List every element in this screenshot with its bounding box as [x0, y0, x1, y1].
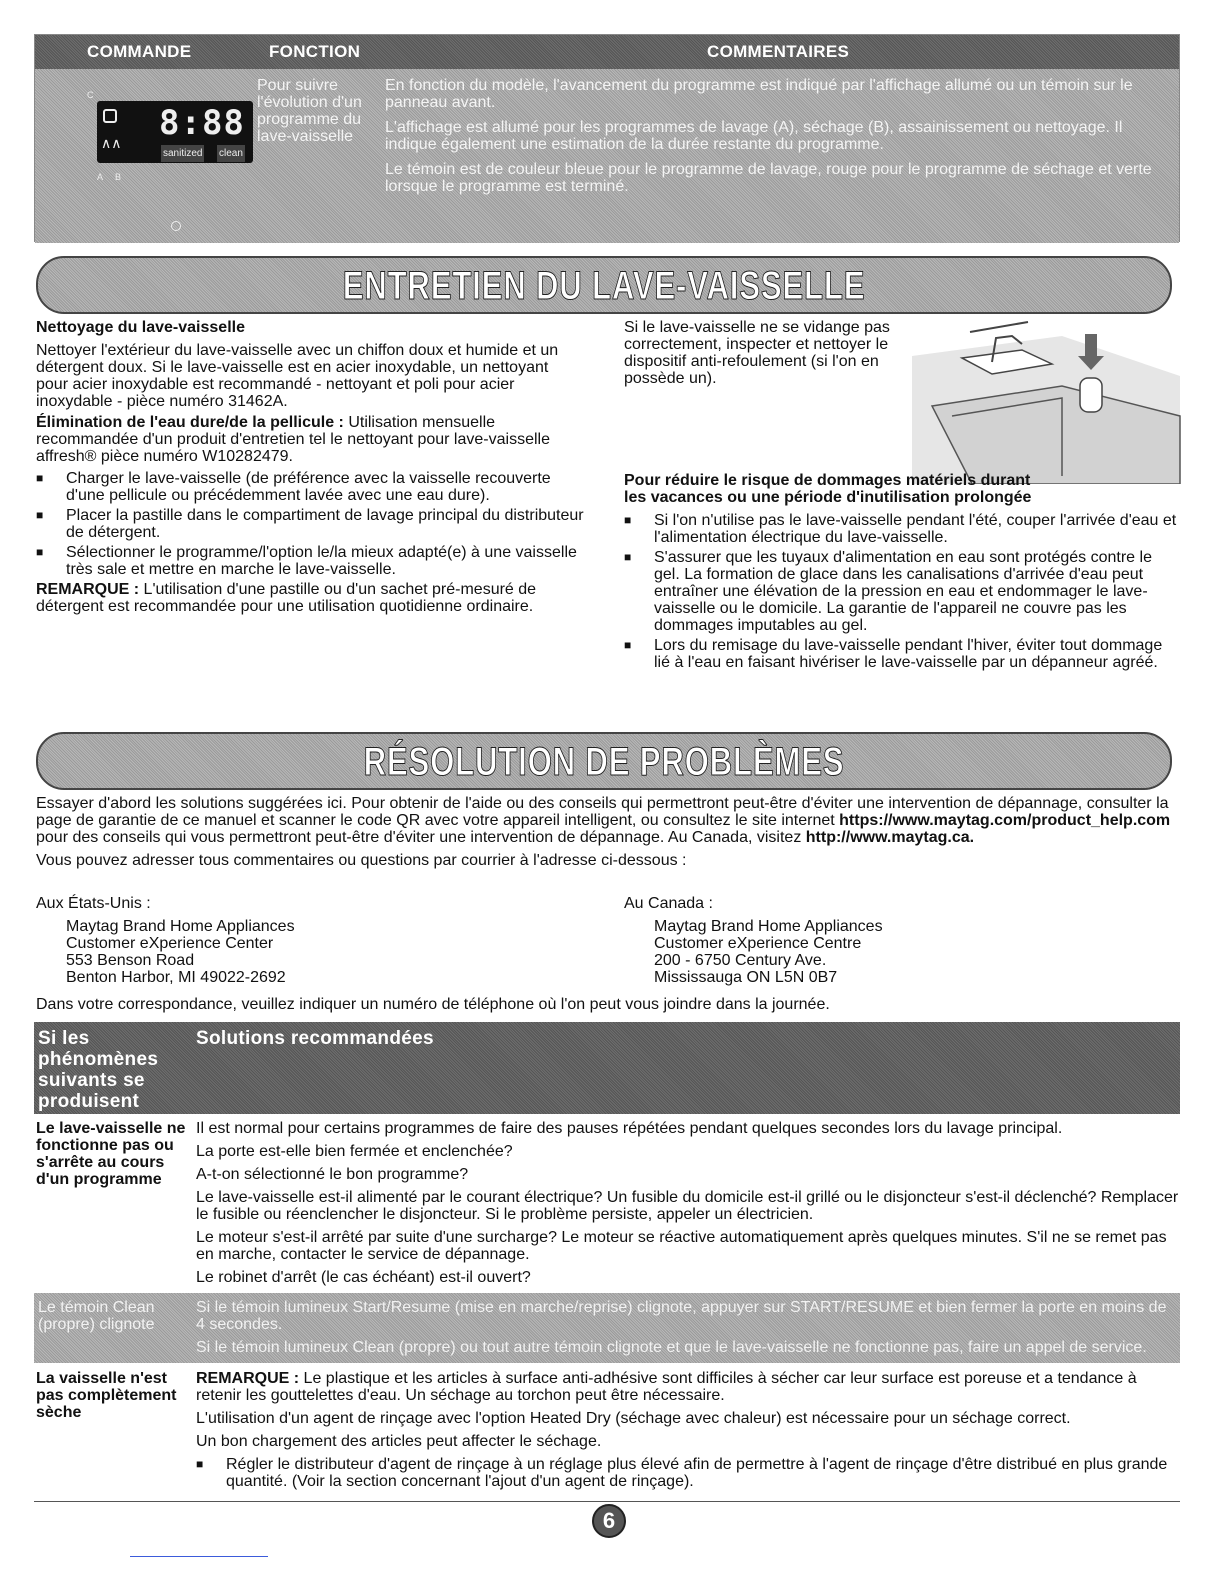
- drain-text: Si le lave-vaisselle ne se vidange pas correctement, inspecter et nettoyer le dispositif anti-refoulement (si l'on en possède un).: [624, 319, 890, 387]
- comment-2: L'affichage est allumé pour les programmes de lavage (A), séchage (B), assainissement ou nettoyage. Il indique également une estimation de la durée restante du programme.: [385, 119, 1123, 153]
- table-row: [36, 1368, 1180, 1498]
- maintenance-left-column: [36, 319, 584, 615]
- header-solutions: Solutions recommandées: [196, 1028, 434, 1049]
- header-commande: COMMANDE: [87, 42, 192, 61]
- ca-address-block: [624, 895, 1180, 986]
- ca-label: Au Canada :: [624, 895, 713, 912]
- list-item: ■ Sélectionner le programme/l'option le/la mieux adapté(e) à une vaisselle très sale et mettre en marche le lave-vaisselle.: [36, 544, 584, 578]
- list-item: ■ Régler le distributeur d'agent de rinçage à un réglage plus élevé afin de permettre à l'agent de rinçage d'être distribué en plus grande quantité. (Voir la section concernant l'ajout d'un agent de rinçage).: [196, 1456, 1180, 1490]
- time-readout: 8:88: [159, 103, 245, 143]
- list-item: ■ Placer la pastille dans le compartiment de lavage principal du distributeur de détergent.: [36, 507, 584, 541]
- table-row: [36, 1118, 1180, 1293]
- cleaning-heading: Nettoyage du lave-vaisselle: [36, 319, 245, 336]
- marker-b: B: [115, 172, 122, 182]
- solution: L'utilisation d'un agent de rinçage avec l'option Heated Dry (séchage avec chaleur) est nécessaire pour un séchage correct.: [196, 1410, 1071, 1427]
- wash-indicator-icon: ∧∧: [101, 135, 122, 151]
- header-commentaires: COMMENTAIRES: [707, 42, 850, 61]
- solution: Le robinet d'arrêt (le cas échéant) est-il ouvert?: [196, 1269, 531, 1286]
- sanitized-label: sanitized: [161, 145, 204, 162]
- address-line: 553 Benson Road: [66, 952, 195, 969]
- intro-period: .: [969, 829, 975, 846]
- address-line: Mississauga ON L5N 0B7: [654, 969, 838, 986]
- us-address: [66, 918, 596, 986]
- us-label: Aux États-Unis :: [36, 895, 151, 912]
- faucet-spout: [970, 322, 1028, 332]
- comment-1: En fonction du modèle, l'avancement du programme est indiqué par l'affichage allumé ou un témoin sur le panneau avant.: [385, 77, 1133, 111]
- bottom-divider: [34, 1501, 1180, 1502]
- indicator-light-icon: [171, 221, 181, 231]
- note-text: Le plastique et les articles à surface anti-adhésive sont difficiles à sécher car leur surface est poreuse et a tendance à retenir les gouttelettes d'eau. Un séchage au torchon peut être nécessaire.: [196, 1370, 1137, 1404]
- address-line: Maytag Brand Home Appliances: [66, 918, 295, 935]
- command-table: [34, 34, 1180, 242]
- sink-air-gap-illustration: [912, 316, 1182, 484]
- list-item: ■ Lors du remisage du lave-vaisselle pendant l'hiver, éviter tout dommage lié à l'eau en faisant hivériser le lave-vaisselle par un dépanneur agréé.: [624, 637, 1180, 671]
- solutions-list: [196, 1120, 1180, 1286]
- header-fonction: FONCTION: [269, 42, 361, 61]
- problem-label: Le lave-vaisselle ne fonctionne pas ou s'arrête au cours d'un programme: [36, 1120, 186, 1188]
- address-line: 200 - 6750 Century Ave.: [654, 952, 827, 969]
- air-gap-device-icon: [1080, 378, 1102, 412]
- troubleshooting-title: RÉSOLUTION DE PROBLÈMES: [363, 740, 845, 784]
- solutions-list: [196, 1370, 1180, 1493]
- support-link-us[interactable]: https://www.maytag.com/product_help.com: [839, 812, 1171, 829]
- command-table-header: [35, 35, 1179, 69]
- solution: Le moteur s'est-il arrêté par suite d'une surcharge? Le moteur se réactive automatiquement après quelques minutes. S'il ne se remet pas en marche, contacter le service de dépannage.: [196, 1229, 1167, 1263]
- address-line: Customer eXperience Centre: [654, 935, 862, 952]
- header-problem: Si les phénomènes suivants se produisent: [38, 1028, 159, 1112]
- troubleshooting-banner: [36, 732, 1172, 790]
- mail-text: Vous pouvez adresser tous commentaires ou questions par courrier à l'adresse ci-dessous :: [36, 852, 687, 869]
- problem-label: La vaisselle n'est pas complètement sèche: [36, 1370, 177, 1421]
- marker-c: C: [87, 90, 94, 100]
- marker-a: A: [97, 172, 104, 182]
- vacation-steps: [624, 512, 1180, 671]
- phone-text: Dans votre correspondance, veuillez indiquer un numéro de téléphone où l'on peut vous joindre dans la journée.: [36, 996, 830, 1013]
- intro-text-2: pour des conseils qui vous permettront peut-être d'éviter une intervention de dépannage. Au Canada, visitez: [36, 829, 806, 846]
- maintenance-note: [36, 581, 584, 615]
- table-row: [34, 1293, 1180, 1363]
- cleaning-text: Nettoyer l'extérieur du lave-vaisselle avec un chiffon doux et humide et un détergent doux. Si le lave-vaisselle est en acier inoxydable, un nettoyant pour acier inoxydable est recommandé - nettoyant et poli pour acier inoxydable - pièce numéro 31462A.: [36, 342, 559, 410]
- display-panel: [97, 101, 253, 163]
- hardwater-paragraph: [36, 414, 584, 465]
- list-item: ■ Charger le lave-vaisselle (de préférence avec la vaisselle recouverte d'une pellicule ou précédemment lavée avec une eau dure).: [36, 470, 584, 504]
- note-text: L'utilisation d'une pastille ou d'un sachet pré-mesuré de détergent est recommandée pour une utilisation quotidienne ordinaire.: [36, 581, 537, 615]
- maintenance-title: ENTRETIEN DU LAVE-VAISSELLE: [342, 264, 866, 308]
- solution: Il est normal pour certains programmes de faire des pauses répétées pendant quelques secondes lors du lavage principal.: [196, 1120, 1063, 1137]
- troubleshooting-intro: [36, 795, 1180, 869]
- intro-paragraph: [36, 795, 1180, 846]
- address-line: Maytag Brand Home Appliances: [654, 918, 883, 935]
- list-item: ■ S'assurer que les tuyaux d'alimentation en eau sont protégés contre le gel. La formation de glace dans les canalisations d'arrivée d'eau peut entraîner une élévation de la pression en eau et endommager le lave-vaisselle ou le domicile. La garantie de l'appareil ne couvre pas les dommages imputables au gel.: [624, 549, 1180, 634]
- address-line: Customer eXperience Center: [66, 935, 274, 952]
- solution: Un bon chargement des articles peut affecter le séchage.: [196, 1433, 602, 1450]
- support-link-ca[interactable]: http://www.maytag.ca: [805, 829, 970, 846]
- hardwater-heading: Élimination de l'eau dure/de la pellicule :: [36, 414, 344, 431]
- hardwater-steps: [36, 470, 584, 578]
- solution: La porte est-elle bien fermée et enclenchée?: [196, 1143, 513, 1160]
- address-line: Benton Harbor, MI 49022-2692: [66, 969, 286, 986]
- comment-3: Le témoin est de couleur bleue pour le programme de lavage, rouge pour le programme de séchage et verte lorsque le programme est terminé.: [385, 161, 1152, 195]
- note-label: REMARQUE :: [196, 1370, 300, 1387]
- command-table-body: [35, 69, 1179, 243]
- control-panel-illustration: [75, 77, 245, 237]
- hardwater-text: Utilisation mensuelle recommandée d'un produit d'entretien tel le nettoyant pour lave-vaisselle affresh® pièce numéro W10282479.: [36, 414, 550, 465]
- problem-label: Le témoin Clean (propre) clignote: [38, 1299, 155, 1333]
- intro-text-1: Essayer d'abord les solutions suggérées ici. Pour obtenir de l'aide ou des conseils qui permettront peut-être d'éviter une intervention de dépannage, consulter la page de garantie de ce manuel et scanner le code QR avec votre appareil intelligent, ou consultez le site internet: [36, 795, 1169, 829]
- clean-label: clean: [217, 145, 245, 162]
- vacation-heading: Pour réduire le risque de dommages matériels durant les vacances ou une période d'inutilisation prolongée: [624, 472, 1032, 506]
- list-item: ■ Si l'on n'utilise pas le lave-vaisselle pendant l'été, couper l'arrivée d'eau et l'alimentation électrique du lave-vaisselle.: [624, 512, 1180, 546]
- solution: Si le témoin lumineux Clean (propre) ou tout autre témoin clignote et que le lave-vaisselle ne fonctionne pas, faire un appel de service.: [196, 1339, 1147, 1356]
- solutions-list: [196, 1299, 1176, 1356]
- function-text: Pour suivre l'évolution d'un programme du lave-vaisselle: [257, 77, 362, 145]
- solution: Si le témoin lumineux Start/Resume (mise en marche/reprise) clignote, appuyer sur START/RESUME et bien fermer la porte en moins de 4 secondes.: [196, 1299, 1167, 1333]
- drain-text-block: [624, 319, 904, 387]
- maintenance-banner: [36, 256, 1172, 314]
- troubleshooting-table-header: [34, 1022, 1180, 1114]
- vacation-section: [624, 472, 1180, 674]
- us-address-block: [36, 895, 596, 986]
- ca-address: [654, 918, 1180, 986]
- dry-note: [196, 1370, 1180, 1404]
- solution: A-t-on sélectionné le bon programme?: [196, 1166, 469, 1183]
- lock-icon: [103, 109, 117, 123]
- solution: Le lave-vaisselle est-il alimenté par le courant électrique? Un fusible du domicile est-il grillé ou le disjoncteur s'est-il déclenché? Remplacer le fusible ou réenclencher le disjoncteur. Si le problème persiste, appeler un électricien.: [196, 1189, 1179, 1223]
- page-number: 6: [592, 1504, 626, 1538]
- dry-bullets: [196, 1456, 1180, 1490]
- note-label: REMARQUE :: [36, 581, 140, 598]
- footer-link-underline: [130, 1556, 268, 1557]
